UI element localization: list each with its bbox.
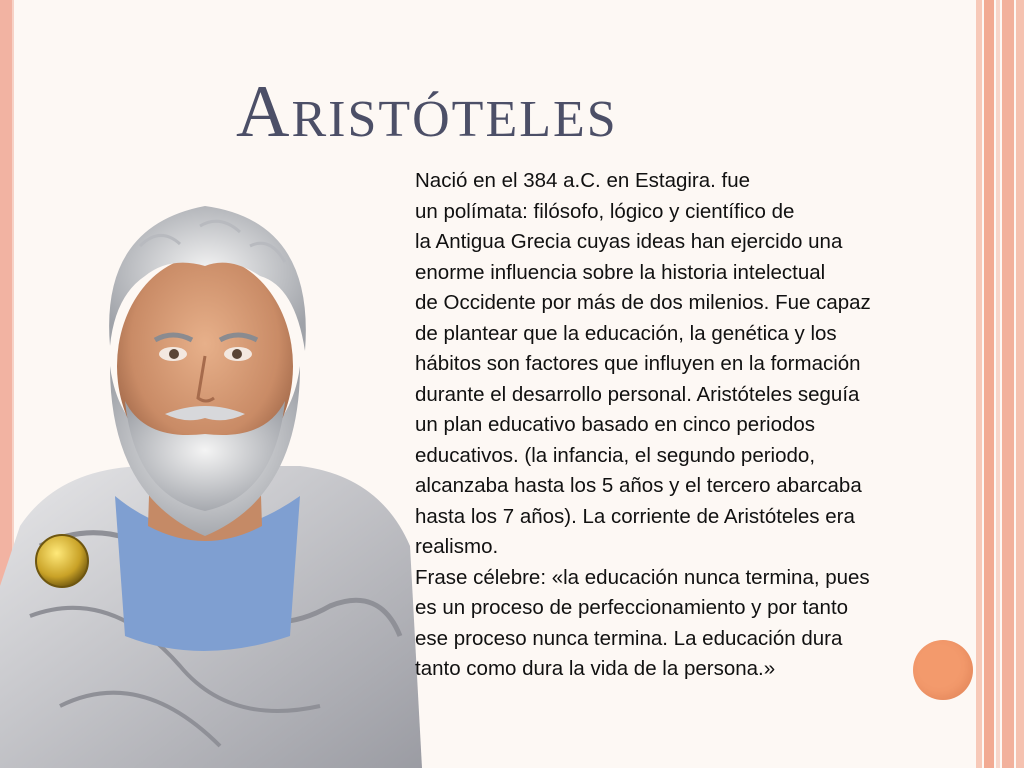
right-decorative-stripes — [976, 0, 1024, 768]
text-line: de plantear que la educación, la genética y los — [415, 321, 837, 345]
stripe — [1016, 0, 1024, 768]
text-line: tanto como dura la vida de la persona.» — [415, 657, 776, 680]
text-line: ese proceso nunca termina. La educación dura — [415, 626, 843, 650]
stripe — [996, 0, 1000, 768]
orange-circle-decoration — [913, 640, 973, 700]
text-line: un polímata: filósofo, lógico y científico de — [415, 199, 795, 223]
text-line: Frase célebre: «la educación nunca termina, pues — [415, 565, 870, 589]
stripe — [976, 0, 982, 768]
text-line: Nació en el 384 a.C. en Estagira. fue — [415, 169, 751, 192]
slide-title: Aristóteles — [236, 71, 618, 153]
aristotle-portrait — [0, 166, 422, 768]
text-line: enorme influencia sobre la historia intelectual — [415, 260, 826, 284]
stripe — [1002, 0, 1014, 768]
text-line: de Occidente por más de dos milenios. Fue capaz — [415, 291, 871, 314]
text-line: realismo. — [415, 535, 499, 558]
biography-text — [415, 166, 947, 685]
text-line: educativos. (la infancia, el segundo periodo, — [415, 443, 816, 467]
text-line: alcanzaba hasta los 5 años y el tercero abarcaba — [415, 474, 862, 497]
text-line: la Antigua Grecia cuyas ideas han ejercido una — [415, 230, 843, 253]
text-line: es un proceso de perfeccionamiento y por tanto — [415, 596, 849, 619]
text-line: durante el desarrollo personal. Aristóteles seguía — [415, 382, 860, 406]
text-line: hasta los 7 años). La corriente de Aristóteles era — [415, 504, 855, 528]
stripe — [984, 0, 994, 768]
text-line: hábitos son factores que influyen en la formación — [415, 352, 861, 375]
text-line: un plan educativo basado en cinco periodos — [415, 413, 816, 436]
